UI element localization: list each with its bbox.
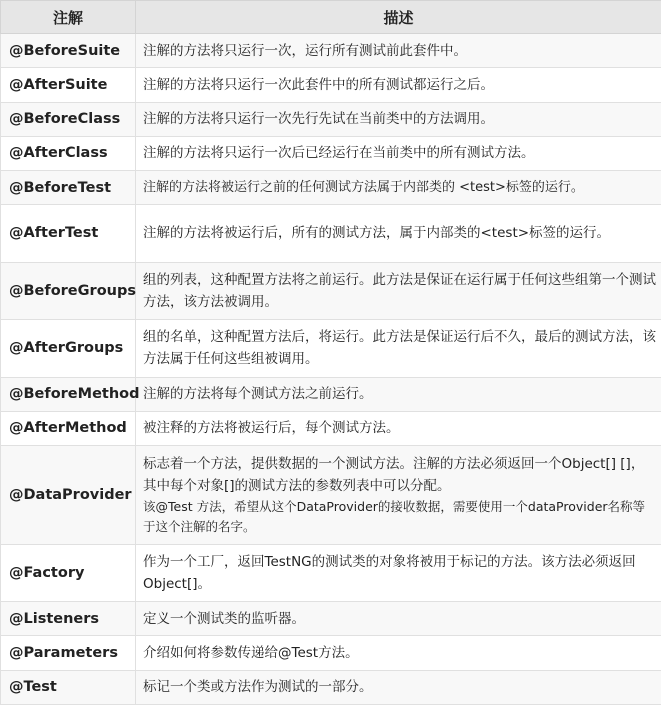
- annotation-name: @DataProvider: [1, 446, 136, 545]
- annotation-description: 注解的方法将只运行一次先行先试在当前类中的方法调用。: [136, 102, 661, 136]
- annotation-name: @BeforeSuite: [1, 34, 136, 68]
- annotation-description: 作为一个工厂，返回TestNG的测试类的对象将被用于标记的方法。该方法必须返回Object[]。: [136, 544, 661, 601]
- annotation-description: 定义一个测试类的监听器。: [136, 602, 661, 636]
- table-row: [1, 320, 661, 377]
- annotation-name: @Listeners: [1, 602, 136, 636]
- table-row: [1, 670, 661, 704]
- annotation-name: @AfterGroups: [1, 320, 136, 377]
- table-row: [1, 68, 661, 102]
- table-row: [1, 602, 661, 636]
- table-row: [1, 377, 661, 411]
- table-row: [1, 136, 661, 170]
- annotation-description: 组的列表，这种配置方法将之前运行。此方法是保证在运行属于任何这些组第一个测试方法，该方法被调用。: [136, 262, 661, 319]
- annotation-name: @AfterSuite: [1, 68, 136, 102]
- annotation-description: 注解的方法将被运行后，所有的测试方法，属于内部类的<test>标签的运行。: [136, 205, 661, 262]
- annotation-description: 注解的方法将只运行一次此套件中的所有测试都运行之后。: [136, 68, 661, 102]
- annotation-name: @AfterTest: [1, 205, 136, 262]
- annotation-name: @AfterMethod: [1, 411, 136, 445]
- header-description: 描述: [136, 1, 661, 34]
- table-row: [1, 636, 661, 670]
- description-text: 标志着一个方法，提供数据的一个测试方法。注解的方法必须返回一个Object[] []，其中每个对象[]的测试方法的参数列表中可以分配。: [143, 455, 645, 494]
- annotation-description: 标记一个类或方法作为测试的一部分。: [136, 670, 661, 704]
- annotation-description: 注解的方法将被运行之前的任何测试方法属于内部类的 <test>标签的运行。: [136, 171, 661, 205]
- annotation-name: @Factory: [1, 544, 136, 601]
- annotation-description: [136, 446, 661, 545]
- annotation-name: @Test: [1, 670, 136, 704]
- annotation-name: @BeforeGroups: [1, 262, 136, 319]
- annotation-description: 介绍如何将参数传递给@Test方法。: [136, 636, 661, 670]
- annotation-name: @Parameters: [1, 636, 136, 670]
- annotation-description: 注解的方法将每个测试方法之前运行。: [136, 377, 661, 411]
- annotation-name: @BeforeMethod: [1, 377, 136, 411]
- table-row: [1, 262, 661, 319]
- table-header-row: [1, 1, 661, 34]
- annotation-name: @BeforeTest: [1, 171, 136, 205]
- table-row: [1, 544, 661, 601]
- annotation-name: @AfterClass: [1, 136, 136, 170]
- annotation-description: 被注释的方法将被运行后，每个测试方法。: [136, 411, 661, 445]
- annotation-name: @BeforeClass: [1, 102, 136, 136]
- table-row: [1, 171, 661, 205]
- table-row: [1, 411, 661, 445]
- table-row: [1, 205, 661, 262]
- table-row: [1, 102, 661, 136]
- annotation-description: 注解的方法将只运行一次后已经运行在当前类中的所有测试方法。: [136, 136, 661, 170]
- table-row: [1, 446, 661, 545]
- table-row: [1, 34, 661, 68]
- description-note: 该@Test 方法，希望从这个DataProvider的接收数据，需要使用一个dataProvider名称等于这个注解的名字。: [143, 498, 646, 534]
- header-annotation: 注解: [1, 1, 136, 34]
- annotation-description: 注解的方法将只运行一次，运行所有测试前此套件中。: [136, 34, 661, 68]
- annotation-description: 组的名单，这种配置方法后，将运行。此方法是保证运行后不久，最后的测试方法，该方法属于任何这些组被调用。: [136, 320, 661, 377]
